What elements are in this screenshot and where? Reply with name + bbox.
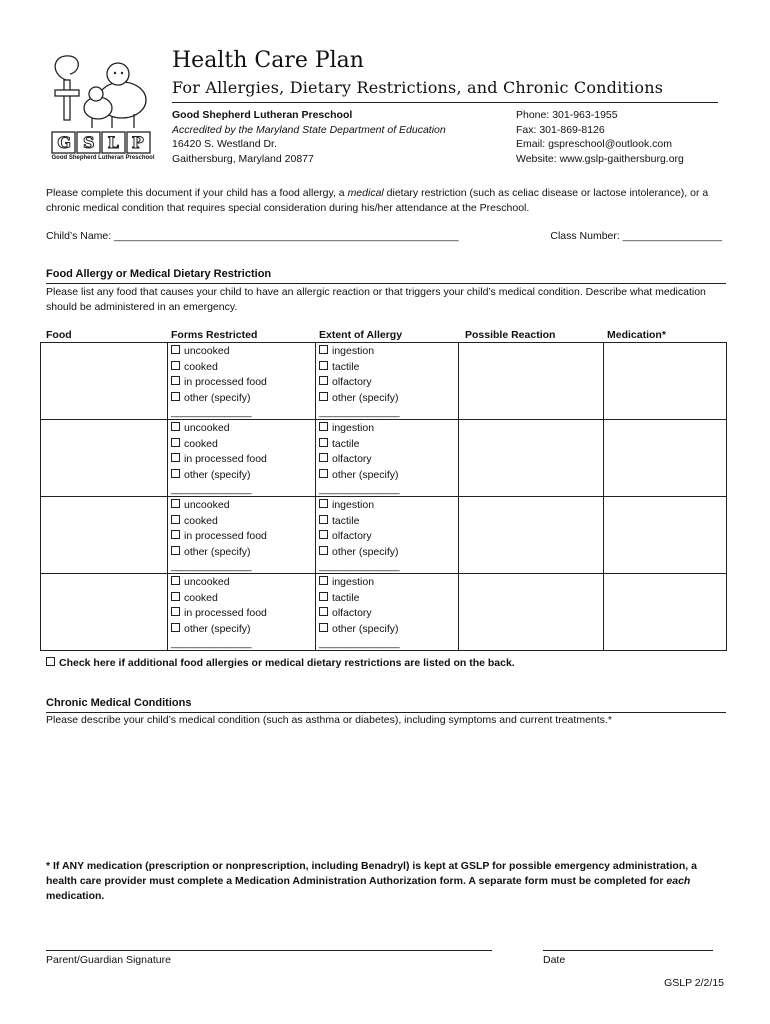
forms-restricted-option bbox=[171, 437, 315, 453]
forms-restricted-option bbox=[171, 545, 315, 561]
food-section-title: Food Allergy or Medical Dietary Restriction bbox=[46, 268, 272, 280]
forms-restricted-checkbox[interactable] bbox=[171, 515, 180, 524]
forms-restricted-checkbox[interactable] bbox=[171, 361, 180, 370]
extent-of-allergy-option-label: other (specify) bbox=[332, 622, 399, 635]
forms-restricted-checkbox[interactable] bbox=[171, 422, 180, 431]
col-header-forms: Forms Restricted bbox=[171, 329, 258, 341]
extent-of-allergy-specify-blank[interactable]: _______________ bbox=[319, 483, 400, 495]
extent-of-allergy-option bbox=[319, 344, 458, 360]
page-title: Health Care Plan bbox=[172, 48, 364, 73]
forms-restricted-option-label: in processed food bbox=[184, 453, 267, 465]
medication-cell[interactable] bbox=[604, 343, 727, 420]
forms-restricted-option bbox=[171, 375, 315, 391]
extent-of-allergy-option-label: tactile bbox=[332, 591, 360, 604]
org-contact bbox=[516, 108, 684, 166]
forms-restricted-option bbox=[171, 622, 315, 638]
forms-restricted-option-label: other (specify) bbox=[184, 545, 251, 558]
org-name: Good Shepherd Lutheran Preschool bbox=[172, 109, 353, 121]
food-table-row bbox=[41, 343, 727, 420]
form-version: GSLP 2/2/15 bbox=[664, 977, 724, 989]
extent-of-allergy-option bbox=[319, 437, 458, 453]
possible-reaction-cell[interactable] bbox=[459, 420, 604, 497]
forms-restricted-checkbox[interactable] bbox=[171, 623, 180, 632]
extent-of-allergy-option bbox=[319, 529, 458, 545]
intro-emphasis: medical bbox=[347, 187, 384, 199]
extent-of-allergy-checkbox[interactable] bbox=[319, 453, 328, 462]
extent-of-allergy-option bbox=[319, 622, 458, 638]
forms-restricted-specify-blank[interactable]: _______________ bbox=[171, 560, 252, 572]
forms-restricted-checkbox[interactable] bbox=[171, 469, 180, 478]
forms-restricted-checkbox[interactable] bbox=[171, 392, 180, 401]
extent-of-allergy-cell bbox=[316, 497, 459, 574]
footnote-emphasis: each bbox=[666, 875, 691, 887]
forms-restricted-option-label: in processed food bbox=[184, 530, 267, 542]
extent-of-allergy-checkbox[interactable] bbox=[319, 392, 328, 401]
forms-restricted-option bbox=[171, 452, 315, 468]
child-info-row bbox=[46, 230, 722, 242]
extent-of-allergy-checkbox[interactable] bbox=[319, 530, 328, 539]
forms-restricted-option bbox=[171, 575, 315, 591]
extent-of-allergy-option bbox=[319, 514, 458, 530]
food-table-row bbox=[41, 574, 727, 651]
extent-of-allergy-option-label: ingestion bbox=[332, 576, 375, 588]
footnote-text-1: * If ANY medication (prescription or nonprescription, including Benadryl) is kept at GSLP for possible emergency administration, a health care provider must complete a Medication Administration Authorization form. A separate form must be completed for bbox=[46, 860, 697, 887]
logo-caption: Good Shepherd Lutheran Preschool bbox=[51, 155, 155, 161]
org-website: Website: www.gslp-gaithersburg.org bbox=[516, 152, 684, 165]
medication-footnote bbox=[46, 859, 726, 904]
extent-of-allergy-option-label: other (specify) bbox=[332, 391, 399, 404]
forms-restricted-option bbox=[171, 529, 315, 545]
forms-restricted-option bbox=[171, 360, 315, 376]
food-cell[interactable] bbox=[41, 420, 168, 497]
extent-of-allergy-option-label: olfactory bbox=[332, 453, 372, 465]
forms-restricted-option-label: uncooked bbox=[184, 422, 230, 434]
extent-of-allergy-option-label: ingestion bbox=[332, 499, 375, 511]
col-header-extent: Extent of Allergy bbox=[319, 329, 403, 341]
forms-restricted-checkbox[interactable] bbox=[171, 438, 180, 447]
forms-restricted-specify-blank[interactable]: _______________ bbox=[171, 637, 252, 649]
food-section-description: Please list any food that causes your child to have an allergic reaction or that triggers your child’s medical condition. Describe what medication should be administered in an emergency. bbox=[46, 286, 706, 313]
extent-of-allergy-option bbox=[319, 591, 458, 607]
extent-of-allergy-option-label: olfactory bbox=[332, 607, 372, 619]
forms-restricted-checkbox[interactable] bbox=[171, 376, 180, 385]
extent-of-allergy-option bbox=[319, 468, 458, 484]
medication-cell[interactable] bbox=[604, 420, 727, 497]
food-cell[interactable] bbox=[41, 497, 168, 574]
extent-of-allergy-option-label: tactile bbox=[332, 360, 360, 373]
logo-letters bbox=[52, 133, 150, 152]
forms-restricted-cell bbox=[168, 420, 316, 497]
intro-text-2: dietary restriction (such as celiac disease or lactose intolerance), or a chronic medical condition that requires special consideration during his/her attendance at the Preschool. bbox=[46, 187, 709, 214]
chronic-section-divider bbox=[46, 712, 726, 713]
extent-of-allergy-option bbox=[319, 391, 458, 407]
forms-restricted-checkbox[interactable] bbox=[171, 576, 180, 585]
forms-restricted-option bbox=[171, 514, 315, 530]
org-phone: Phone: 301-963-1955 bbox=[516, 109, 618, 121]
extent-of-allergy-checkbox[interactable] bbox=[319, 345, 328, 354]
forms-restricted-option bbox=[171, 344, 315, 360]
extent-of-allergy-option bbox=[319, 575, 458, 591]
col-header-reaction: Possible Reaction bbox=[465, 329, 556, 341]
parent-signature-line[interactable] bbox=[46, 950, 492, 951]
possible-reaction-cell[interactable] bbox=[459, 574, 604, 651]
forms-restricted-option-label: other (specify) bbox=[184, 391, 251, 404]
forms-restricted-option bbox=[171, 606, 315, 622]
page-subtitle: For Allergies, Dietary Restrictions, and Chronic Conditions bbox=[172, 78, 664, 97]
extent-of-allergy-checkbox[interactable] bbox=[319, 623, 328, 632]
extent-of-allergy-option bbox=[319, 606, 458, 622]
forms-restricted-specify-blank[interactable]: _______________ bbox=[171, 483, 252, 495]
extent-of-allergy-option bbox=[319, 545, 458, 561]
food-section-divider bbox=[46, 283, 726, 284]
food-table-row bbox=[41, 497, 727, 574]
forms-restricted-cell bbox=[168, 497, 316, 574]
date-label: Date bbox=[543, 954, 566, 966]
forms-restricted-option-label: cooked bbox=[184, 360, 218, 373]
extent-of-allergy-option-label: tactile bbox=[332, 437, 360, 450]
extent-of-allergy-option-label: other (specify) bbox=[332, 545, 399, 558]
extent-of-allergy-option-label: olfactory bbox=[332, 376, 372, 388]
medication-cell[interactable] bbox=[604, 574, 727, 651]
extent-of-allergy-option-label: other (specify) bbox=[332, 468, 399, 481]
food-cell[interactable] bbox=[41, 343, 168, 420]
forms-restricted-checkbox[interactable] bbox=[171, 530, 180, 539]
extent-of-allergy-checkbox[interactable] bbox=[319, 422, 328, 431]
possible-reaction-cell[interactable] bbox=[459, 343, 604, 420]
extent-of-allergy-specify-blank[interactable]: _______________ bbox=[319, 406, 400, 418]
food-cell[interactable] bbox=[41, 574, 168, 651]
forms-restricted-option bbox=[171, 498, 315, 514]
gslp-logo bbox=[46, 52, 158, 164]
extent-of-allergy-option-label: tactile bbox=[332, 514, 360, 527]
forms-restricted-option bbox=[171, 421, 315, 437]
header-divider bbox=[172, 102, 718, 103]
forms-restricted-cell bbox=[168, 574, 316, 651]
food-table-row bbox=[41, 420, 727, 497]
org-accreditation: Accredited by the Maryland State Department of Education bbox=[172, 123, 446, 136]
class-number-field[interactable]: Class Number: _________________ bbox=[550, 230, 722, 242]
extent-of-allergy-checkbox[interactable] bbox=[319, 515, 328, 524]
extent-of-allergy-option bbox=[319, 421, 458, 437]
extent-of-allergy-cell bbox=[316, 574, 459, 651]
forms-restricted-option bbox=[171, 591, 315, 607]
chronic-section-description: Please describe your child’s medical condition (such as asthma or diabetes), including symptoms and current treatments.* bbox=[46, 714, 612, 726]
org-info bbox=[172, 108, 446, 166]
org-fax: Fax: 301-869-8126 bbox=[516, 123, 605, 136]
forms-restricted-option-label: in processed food bbox=[184, 607, 267, 619]
extent-of-allergy-option bbox=[319, 452, 458, 468]
extent-of-allergy-option bbox=[319, 498, 458, 514]
forms-restricted-option-label: cooked bbox=[184, 437, 218, 450]
chronic-condition-answer-area[interactable] bbox=[46, 732, 726, 852]
additional-allergies-checkbox[interactable] bbox=[46, 657, 55, 666]
forms-restricted-option-label: in processed food bbox=[184, 376, 267, 388]
forms-restricted-option-label: cooked bbox=[184, 591, 218, 604]
extent-of-allergy-checkbox[interactable] bbox=[319, 361, 328, 370]
extent-of-allergy-checkbox[interactable] bbox=[319, 376, 328, 385]
intro-text-1: Please complete this document if your child has a food allergy, a bbox=[46, 187, 348, 199]
extent-of-allergy-cell bbox=[316, 343, 459, 420]
extent-of-allergy-cell bbox=[316, 420, 459, 497]
forms-restricted-checkbox[interactable] bbox=[171, 345, 180, 354]
org-address-line1: 16420 S. Westland Dr. bbox=[172, 138, 277, 150]
extent-of-allergy-checkbox[interactable] bbox=[319, 499, 328, 508]
food-allergy-table bbox=[40, 342, 727, 651]
forms-restricted-option-label: cooked bbox=[184, 514, 218, 527]
intro-paragraph bbox=[46, 186, 726, 216]
col-header-food: Food bbox=[46, 329, 72, 341]
org-address-line2: Gaithersburg, Maryland 20877 bbox=[172, 152, 314, 165]
logo-letter: P bbox=[131, 133, 144, 152]
forms-restricted-option-label: uncooked bbox=[184, 499, 230, 511]
extent-of-allergy-option-label: olfactory bbox=[332, 530, 372, 542]
forms-restricted-option bbox=[171, 468, 315, 484]
extent-of-allergy-option bbox=[319, 360, 458, 376]
logo-letter: G bbox=[57, 133, 72, 152]
extent-of-allergy-checkbox[interactable] bbox=[319, 576, 328, 585]
forms-restricted-specify-blank[interactable]: _______________ bbox=[171, 406, 252, 418]
extent-of-allergy-checkbox[interactable] bbox=[319, 546, 328, 555]
medication-cell[interactable] bbox=[604, 497, 727, 574]
additional-allergies-label: Check here if additional food allergies or medical dietary restrictions are listed on the back. bbox=[59, 657, 515, 669]
forms-restricted-checkbox[interactable] bbox=[171, 592, 180, 601]
extent-of-allergy-checkbox[interactable] bbox=[319, 607, 328, 616]
child-name-field[interactable]: Child’s Name: ___________________________________________________________ bbox=[46, 230, 459, 242]
forms-restricted-option-label: other (specify) bbox=[184, 622, 251, 635]
forms-restricted-checkbox[interactable] bbox=[171, 453, 180, 462]
extent-of-allergy-checkbox[interactable] bbox=[319, 469, 328, 478]
forms-restricted-option bbox=[171, 391, 315, 407]
forms-restricted-option-label: other (specify) bbox=[184, 468, 251, 481]
forms-restricted-option-label: uncooked bbox=[184, 345, 230, 357]
extent-of-allergy-option bbox=[319, 375, 458, 391]
extent-of-allergy-specify-blank[interactable]: _______________ bbox=[319, 637, 400, 649]
footnote-text-2: medication. bbox=[46, 890, 105, 902]
extent-of-allergy-option-label: ingestion bbox=[332, 345, 375, 357]
extent-of-allergy-checkbox[interactable] bbox=[319, 438, 328, 447]
possible-reaction-cell[interactable] bbox=[459, 497, 604, 574]
extent-of-allergy-checkbox[interactable] bbox=[319, 592, 328, 601]
chronic-section-title: Chronic Medical Conditions bbox=[46, 697, 192, 709]
org-email: Email: gspreschool@outlook.com bbox=[516, 138, 672, 150]
logo-letter: L bbox=[107, 133, 119, 152]
extent-of-allergy-specify-blank[interactable]: _______________ bbox=[319, 560, 400, 572]
parent-signature-label: Parent/Guardian Signature bbox=[46, 954, 171, 966]
date-line[interactable] bbox=[543, 950, 713, 951]
extent-of-allergy-option-label: ingestion bbox=[332, 422, 375, 434]
forms-restricted-option-label: uncooked bbox=[184, 576, 230, 588]
forms-restricted-cell bbox=[168, 343, 316, 420]
forms-restricted-checkbox[interactable] bbox=[171, 607, 180, 616]
col-header-medication: Medication* bbox=[607, 329, 666, 341]
forms-restricted-checkbox[interactable] bbox=[171, 546, 180, 555]
additional-allergies-row bbox=[46, 657, 515, 669]
logo-letter: S bbox=[82, 133, 95, 152]
forms-restricted-checkbox[interactable] bbox=[171, 499, 180, 508]
